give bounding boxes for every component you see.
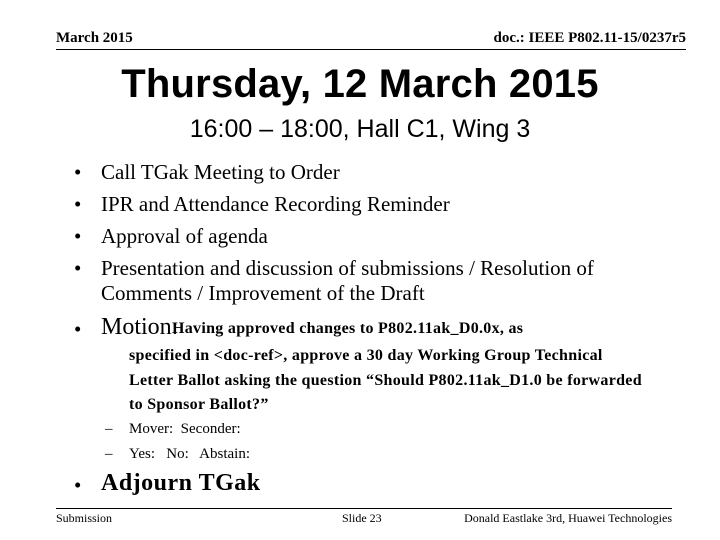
- motion-subitem-vote: [105, 446, 250, 463]
- agenda-item-ipr-reminder: IPR and Attendance Recording Reminder: [101, 192, 450, 216]
- footer-submission: Submission: [56, 511, 113, 525]
- footer-author: Donald Eastlake 3rd, Huawei Technologies: [464, 511, 672, 525]
- header-rule: [56, 49, 686, 50]
- motion-text-continued: specified in <doc-ref>, approve a 30 day Working Group Technical Letter Ballot asking the question “Should P802.11ak_D1.0 be forwarded to Sponsor Ballot?”: [129, 347, 642, 413]
- bullet-dot: •: [74, 160, 82, 184]
- motion-subitem-text: Mover: Seconder:: [129, 421, 241, 437]
- dash-marker: –: [105, 421, 113, 437]
- agenda-item-presentations: Presentation and discussion of submissions / Resolution of Comments / Improvement of the Draft: [101, 256, 594, 305]
- motion-lead: Motion:: [101, 314, 179, 340]
- agenda-item-call-to-order: Call TGak Meeting to Order: [101, 160, 340, 184]
- slide-title: Thursday, 12 March 2015: [121, 62, 599, 106]
- bullet-dot: •: [74, 317, 82, 341]
- agenda-item-adjourn: Adjourn TGak: [101, 470, 261, 496]
- bullet-dot: •: [74, 192, 82, 216]
- dash-marker: –: [105, 446, 113, 462]
- motion-subitem-mover: [105, 421, 241, 438]
- footer-rule: [56, 508, 672, 509]
- bullet-dot: •: [74, 473, 82, 497]
- header-doc-id: doc.: IEEE P802.11-15/0237r5: [493, 30, 686, 46]
- motion-subitem-text: Yes: No: Abstain:: [129, 446, 250, 462]
- motion-text-first-line: Having approved changes to P802.11ak_D0.0x, as: [172, 320, 524, 337]
- slide-subtitle: 16:00 – 18:00, Hall C1, Wing 3: [189, 115, 531, 143]
- bullet-dot: •: [74, 256, 82, 280]
- agenda-item-approval: Approval of agenda: [101, 224, 268, 248]
- footer-slide-number: Slide 23: [342, 511, 382, 525]
- bullet-dot: •: [74, 224, 82, 248]
- header-date: March 2015: [56, 30, 133, 46]
